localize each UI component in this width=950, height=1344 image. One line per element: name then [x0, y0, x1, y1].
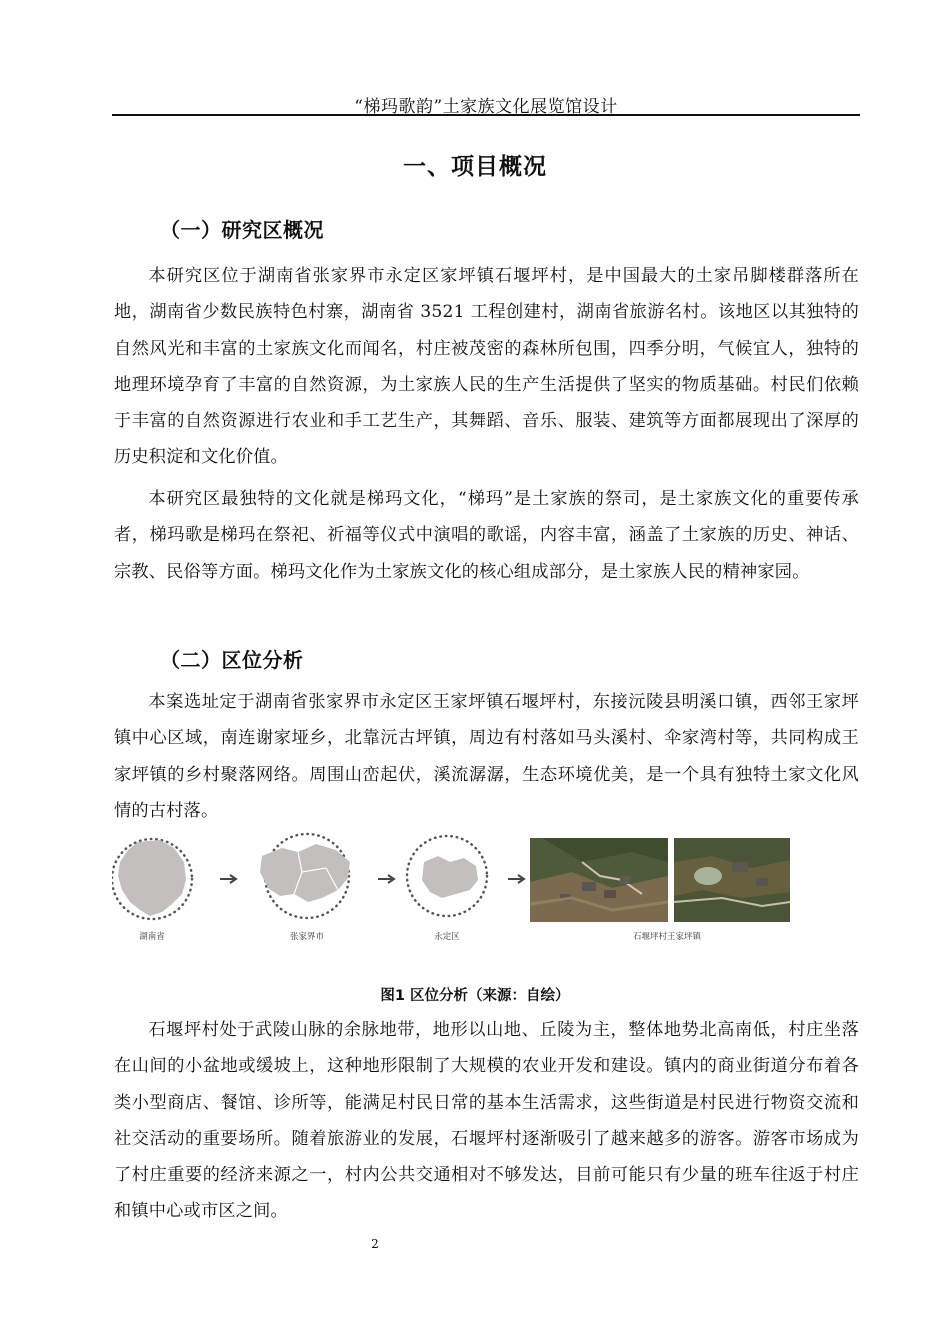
paragraph-overview-2: 本研究区最独特的文化就是梯玛文化，“梯玛”是土家族的祭司，是土家族文化的重要传承者，梯玛歌是梯玛在祭祀、祈福等仪式中演唱的歌谣，内容丰富，涵盖了土家族的历史、神话、宗教、民俗等方面。梯玛文化作为土家族文化的核心组成部分，是土家族人民的精神家园。 [114, 489, 859, 582]
arrow-icon [508, 875, 524, 883]
figure-caption: 图1 区位分析（来源：自绘） [380, 988, 570, 1004]
hunan-map [112, 839, 192, 919]
village-aerial-photo-1 [530, 838, 668, 922]
paragraph-location-1: 本案选址定于湖南省张家界市永定区王家坪镇石堰坪村，东接沅陵县明溪口镇，西邻王家坪镇中心区域，南连谢家垭乡，北靠沅古坪镇，周边有村落如马头溪村、伞家湾村等，共同构成王家坪镇的乡村聚落网络。周围山峦起伏，溪流潺潺，生态环境优美，是一个具有独特土家文化风情的古村落。 [114, 692, 859, 821]
map-label-zhangjiajie: 张家界市 [289, 932, 324, 942]
chapter-title: 一、项目概况 [403, 154, 547, 180]
location-analysis-figure [112, 832, 802, 947]
arrow-icon [220, 875, 236, 883]
map-label-yongding: 永定区 [434, 932, 460, 942]
section-heading-location: （二）区位分析 [160, 648, 304, 672]
section-heading-overview: （一）研究区概况 [160, 218, 324, 242]
paragraph-overview-1: 本研究区位于湖南省张家界市永定区家坪镇石堰坪村，是中国最大的土家吊脚楼群落所在地，湖南省少数民族特色村寨，湖南省 3521 工程创建村，湖南省旅游名村。该地区以其独特的自然风光和丰富的土家族文化而闻名，村庄被茂密的森林所包围，四季分明，气候宜人，独特的地理环境孕育了丰富的自然资源，为土家族人民的生产生活提供了坚实的物质基础。村民们依赖于丰富的自然资源进行农业和手工艺生产，其舞蹈、音乐、服装、建筑等方面都展现出了深厚的历史积淀和文化价值。 [114, 266, 859, 468]
page-number: 2 [371, 1237, 379, 1251]
header-rule [112, 114, 860, 116]
yongding-map [407, 836, 487, 916]
arrow-icon [378, 875, 394, 883]
running-header: “梯玛歌韵”土家族文化展览馆设计 [354, 97, 618, 117]
paragraph-terrain: 石堰坪村处于武陵山脉的余脉地带，地形以山地、丘陵为主，整体地势北高南低，村庄坐落在山间的小盆地或缓坡上，这种地形限制了大规模的农业开发和建设。镇内的商业街道分布着各类小型商店、餐馆、诊所等，能满足村民日常的基本生活需求，这些街道是村民进行物资交流和社交活动的重要场所。随着旅游业的发展，石堰坪村逐渐吸引了越来越多的游客。游客市场成为了村庄重要的经济来源之一，村内公共交通相对不够发达，目前可能只有少量的班车往返于村庄和镇中心或市区之间。 [114, 1020, 859, 1222]
map-label-hunan: 湖南省 [139, 932, 165, 942]
village-aerial-photo-2 [674, 838, 790, 922]
map-label-village: 石堰坪村王家坪镇 [632, 932, 701, 942]
zhangjiajie-map [260, 834, 350, 918]
